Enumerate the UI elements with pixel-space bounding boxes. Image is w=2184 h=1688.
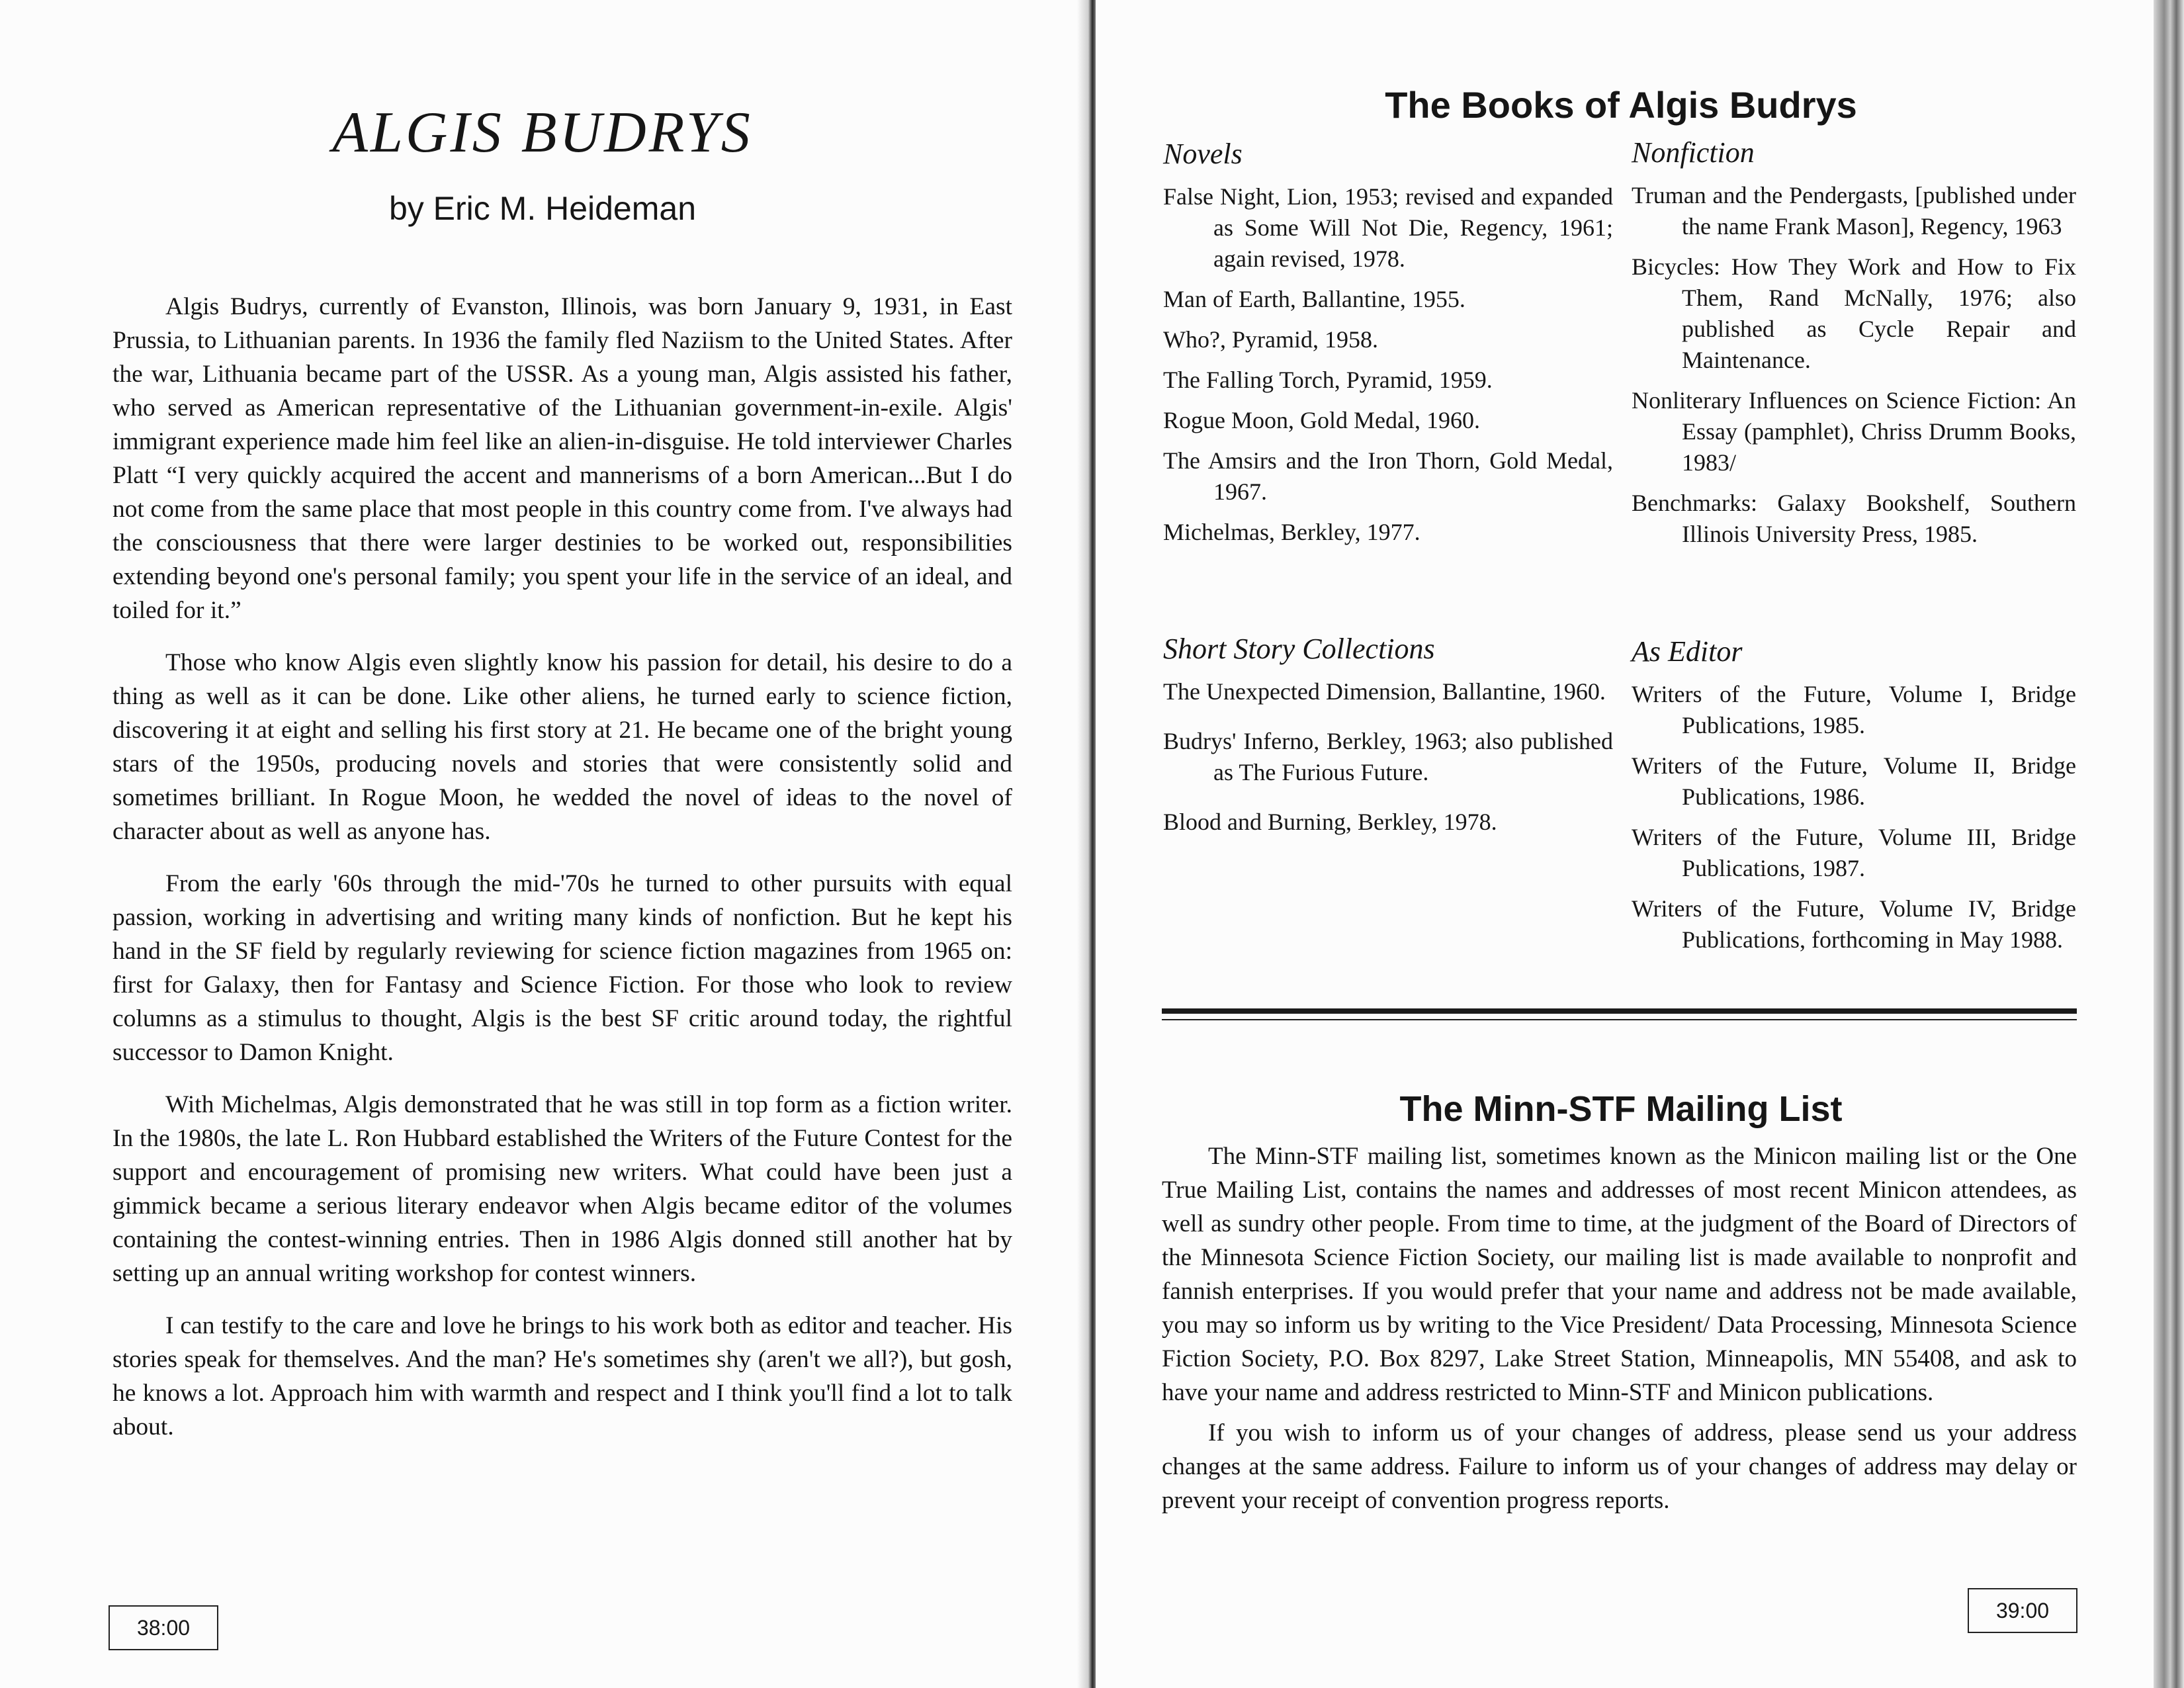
book-entry: Writers of the Future, Volume I, Bridge Publications, 1985.: [1632, 681, 2076, 738]
left-page: [0, 0, 1085, 1688]
mailing-list-paragraph: If you wish to inform us of your changes of address, please send us your address changes at the same address. Failure to inform us of your changes of address may delay or prevent your receipt of convention progress reports.: [1162, 1419, 2077, 1514]
short-story-column: [1163, 631, 1613, 847]
book-entry: Blood and Burning, Berkley, 1978.: [1163, 809, 1497, 835]
as-editor-column: [1632, 634, 2076, 965]
as-editor-heading: As Editor: [1632, 635, 1743, 668]
nonfiction-heading: Nonfiction: [1632, 136, 1755, 169]
book-entry: Truman and the Pendergasts, [published under the name Frank Mason], Regency, 1963: [1632, 182, 2076, 240]
article-paragraph: Those who know Algis even slightly know his passion for detail, his desire to do a thing as well as it can be done. Like other aliens, he turned early to science fiction, discovering it at eight and selling his first story at 21. He became one of the bright young stars of the 1950s, producing novels and stories that were consistently solid and sometimes brilliant. In Rogue Moon, he wedded the novel of ideas to the novel of character about as well as anyone has.: [112, 649, 1012, 845]
book-entry: The Amsirs and the Iron Thorn, Gold Medal, 1967.: [1163, 447, 1613, 505]
book-entry: The Unexpected Dimension, Ballantine, 1960.: [1163, 678, 1606, 705]
book-entry: Bicycles: How They Work and How to Fix Them, Rand McNally, 1976; also published as Cycle Repair and Maintenance.: [1632, 253, 2076, 373]
book-entry: False Night, Lion, 1953; revised and expanded as Some Will Not Die, Regency, 1961; again revised, 1978.: [1163, 183, 1613, 272]
article-paragraph: From the early '60s through the mid-'70s he turned to other pursuits with equal passion, working in advertising and writing many kinds of nonfiction. But he kept his hand in the SF field by regularly reviewing for science fiction magazines from 1965 on: first for Galaxy, then for Fantasy and Science Fiction. For those who look to review columns as a stimulus to thought, Algis is the best SF critic around today, the rightful successor to Damon Knight.: [112, 870, 1012, 1066]
article-title: ALGIS BUDRYS: [332, 101, 753, 165]
book-entry: Budrys' Inferno, Berkley, 1963; also published as The Furious Future.: [1163, 728, 1613, 785]
book-entry: Nonliterary Influences on Science Fiction: An Essay (pamphlet), Chriss Drumm Books, 1983/: [1632, 387, 2076, 476]
book-entry: Michelmas, Berkley, 1977.: [1163, 519, 1420, 545]
novels-heading: Novels: [1163, 138, 1243, 170]
page-number-left: 38:00: [109, 1605, 218, 1650]
article-paragraph: I can testify to the care and love he brings to his work both as editor and teacher. His stories speak for themselves. And the man? He's sometimes shy (aren't we all?), but gosh, he knows a lot. Approach him with warmth and respect and I think you'll find a lot to talk about.: [112, 1312, 1012, 1441]
page-edge: [2154, 0, 2184, 1688]
nonfiction-column: [1632, 135, 2076, 559]
section-divider-thick: [1162, 1008, 2077, 1014]
short-story-heading: Short Story Collections: [1163, 633, 1435, 665]
book-entry: Rogue Moon, Gold Medal, 1960.: [1163, 407, 1480, 433]
books-title: The Books of Algis Budrys: [1385, 84, 1857, 126]
book-entry: Writers of the Future, Volume II, Bridge Publications, 1986.: [1632, 752, 2076, 810]
article-body: [112, 290, 1012, 1462]
novels-column: [1163, 136, 1613, 557]
article-paragraph: Algis Budrys, currently of Evanston, Illinois, was born January 9, 1931, in East Prussia, to Lithuanian parents. In 1936 the family fled Naziism to the United States. After the war, Lithuania became part of the USSR. As a young man, Algis assisted his father, who served as American representative of the Lithuanian government-in-exile. Algis' immigrant experience made him feel like an alien-in-disguise. He told interviewer Charles Platt “I very quickly acquired the accent and mannerisms of a born American...But I do not come from the same place that most people in this country come from. I've always had the consciousness that there were larger destinies to be worked out, responsibilities extending beyond one's personal family; you spent your life in the service of an ideal, and toiled for it.”: [112, 293, 1012, 624]
book-entry: The Falling Torch, Pyramid, 1959.: [1163, 367, 1493, 393]
article-paragraph: With Michelmas, Algis demonstrated that he was still in top form as a fiction writer. In the 1980s, the late L. Ron Hubbard established the Writers of the Future Contest for the support and encouragement of promising new writers. What could have been just a gimmick became a serious literary endeavor when Algis became editor of the volumes containing the contest-winning entries. Then in 1986 Algis donned still another hat by setting up an annual writing workshop for contest winners.: [112, 1091, 1012, 1287]
mailing-list-body: [1162, 1139, 2077, 1524]
book-entry: Writers of the Future, Volume III, Bridge Publications, 1987.: [1632, 824, 2076, 881]
section-divider-thin: [1162, 1019, 2077, 1020]
book-entry: Benchmarks: Galaxy Bookshelf, Southern Illinois University Press, 1985.: [1632, 490, 2076, 547]
page-number-right: 39:00: [1968, 1588, 2077, 1633]
book-entry: Who?, Pyramid, 1958.: [1163, 326, 1378, 353]
mailing-list-paragraph: The Minn-STF mailing list, sometimes known as the Minicon mailing list or the One True Mailing List, contains the names and addresses of most recent Minicon attendees, as well as sundry other people. From time to time, at the judgment of the Board of Directors of the Minnesota Science Fiction Society, our mailing list is made available to nonprofit and fannish enterprises. If you would prefer that your name and address not be made available, you may so inform us by writing to the Vice President/ Data Processing, Minnesota Science Fiction Society, P.O. Box 8297, Lake Street Station, Minneapolis, MN 55408, and ask to have your name and address restricted to Minn-STF and Minicon publications.: [1162, 1143, 2077, 1406]
book-entry: Writers of the Future, Volume IV, Bridge Publications, forthcoming in May 1988.: [1632, 895, 2076, 953]
mailing-list-title: The Minn-STF Mailing List: [1399, 1089, 1843, 1129]
book-entry: Man of Earth, Ballantine, 1955.: [1163, 286, 1465, 312]
article-byline: by Eric M. Heideman: [388, 190, 697, 227]
